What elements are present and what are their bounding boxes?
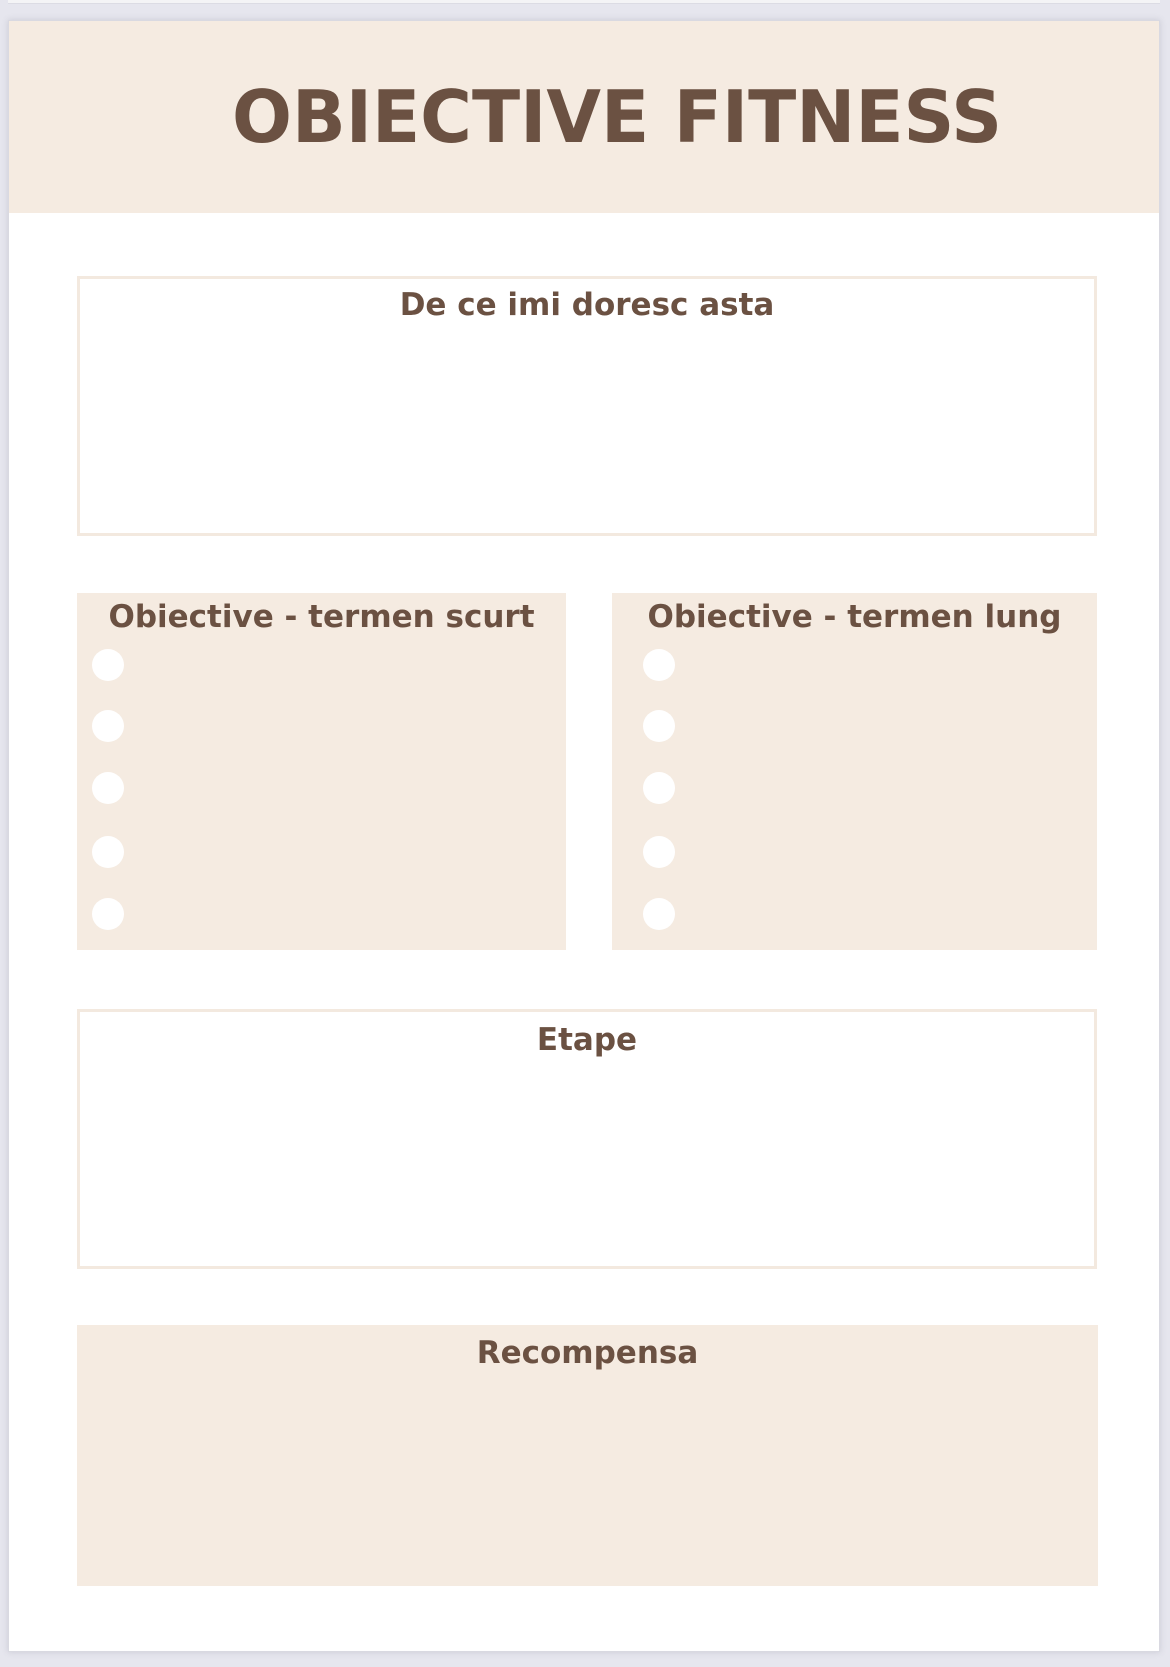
circle-bullet-icon: [92, 710, 124, 742]
long-term-goals-box[interactable]: [612, 593, 1097, 950]
circle-bullet-icon: [92, 898, 124, 930]
circle-bullet-icon: [92, 649, 124, 681]
short-term-goals-title: Obiective - termen scurt: [108, 599, 535, 635]
circle-bullet-icon: [643, 898, 675, 930]
why-section-box[interactable]: [77, 276, 1097, 536]
reward-section-box[interactable]: [77, 1325, 1098, 1586]
circle-bullet-icon: [643, 836, 675, 868]
reward-section-title: Recompensa: [476, 1335, 699, 1371]
page-title: OBIECTIVE FITNESS: [231, 75, 1003, 159]
previous-page-edge: [8, 0, 1160, 4]
circle-bullet-icon: [92, 772, 124, 804]
short-term-goals-box[interactable]: [77, 593, 566, 950]
steps-section-box[interactable]: [77, 1009, 1097, 1269]
document-page: [8, 20, 1160, 1652]
circle-bullet-icon: [643, 772, 675, 804]
circle-bullet-icon: [92, 836, 124, 868]
long-term-goals-title: Obiective - termen lung: [647, 599, 1062, 635]
why-section-title: De ce imi doresc asta: [399, 287, 775, 323]
circle-bullet-icon: [643, 710, 675, 742]
circle-bullet-icon: [643, 649, 675, 681]
steps-section-title: Etape: [536, 1022, 638, 1058]
